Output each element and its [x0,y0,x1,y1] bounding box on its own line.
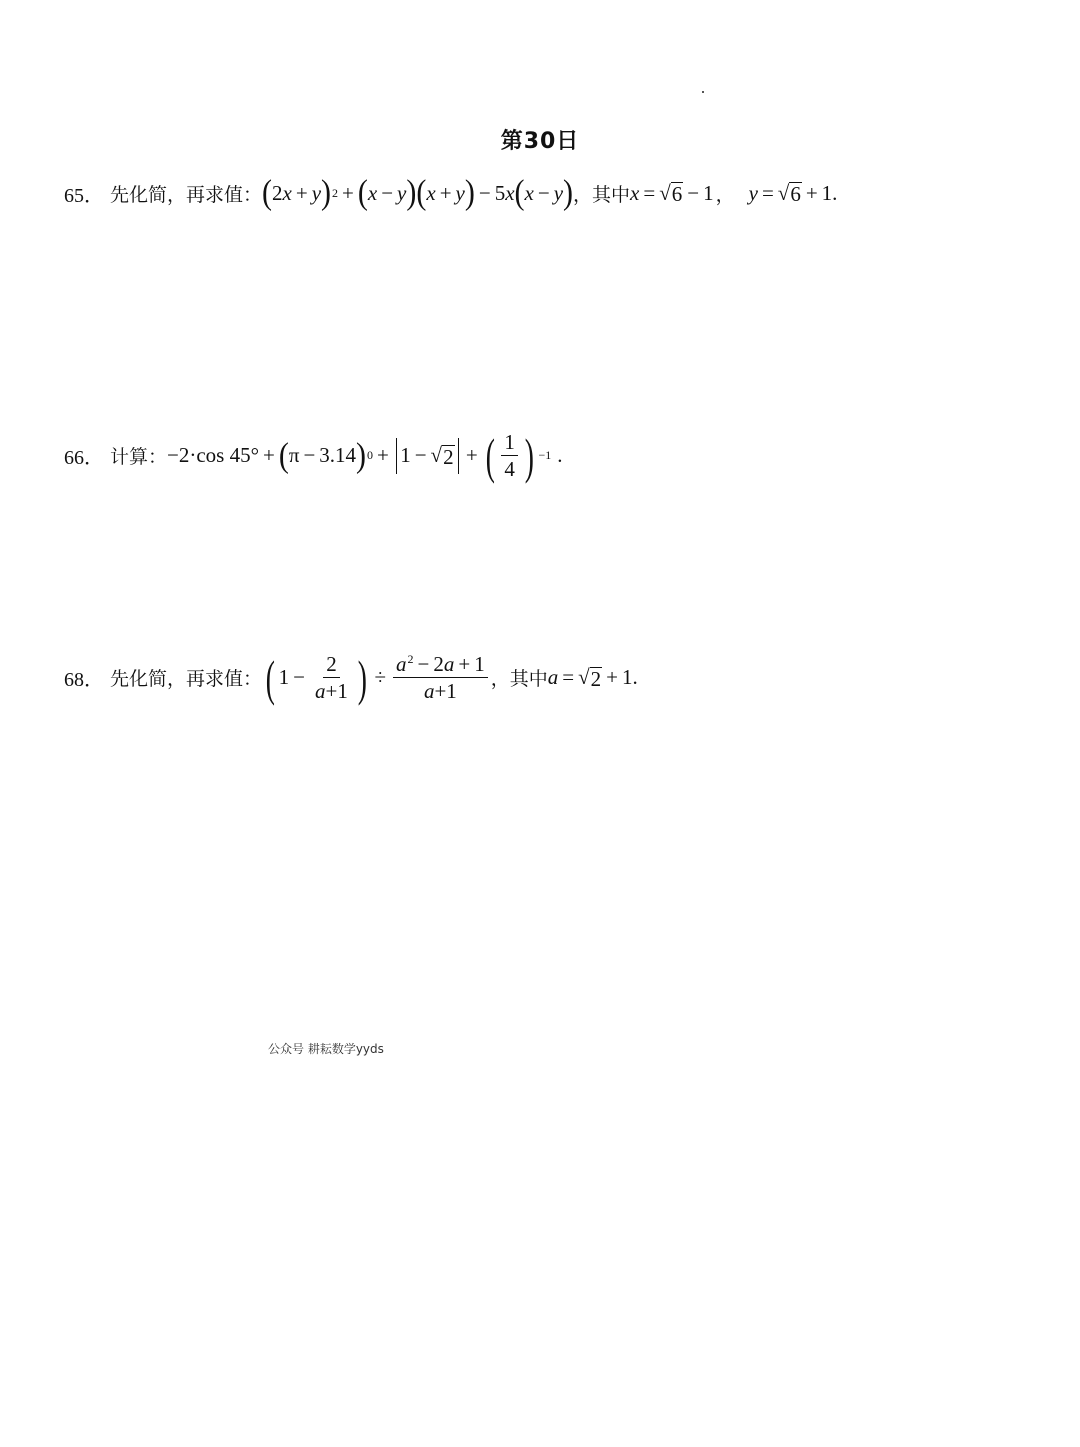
problem-instruction: 计算： [110,446,168,469]
problem-instruction: 先化简，再求值： [110,668,263,691]
scan-speck [702,91,704,93]
condition-separator: ， [715,183,735,206]
end-period: . [832,180,838,205]
problem-number: 66． [64,447,104,470]
end-period: . [557,443,563,468]
problem-65 [64,173,838,212]
problem-number: 65． [64,184,104,207]
problem-number: 68． [64,669,104,692]
condition-a: a = √ 2 + 1 [547,665,633,692]
page-title: 第30日 [500,129,580,154]
condition-y: y = √ 6 + 1 [748,180,833,207]
expression-65: ( 2 x + y ) 2 + ( x − y ) ( x + y ) − 5 x ( x − y ) [262,173,574,212]
problem-66 [64,427,563,484]
condition-label: ，其中 [573,183,631,206]
end-period: . [632,665,638,690]
expression-68: ( 1 − $\frac{2}{a+1}$ ) ÷ $\frac{a^2 - 2a + 1}{a+1}$ [262,652,491,703]
problem-instruction: 先化简，再求值： [110,183,263,206]
problem-68 [64,649,638,706]
condition-label: ，其中 [490,668,548,691]
expression-66: −2·cos 45° + ( π − 3.14 ) 0 + 1 − √ 2 + ( $\frac{1}{4}$ ) −1 [167,427,552,484]
watermark-text: 公众号 耕耘数学yyds [268,1042,384,1056]
condition-x: x = √ 6 − 1 [630,180,714,207]
